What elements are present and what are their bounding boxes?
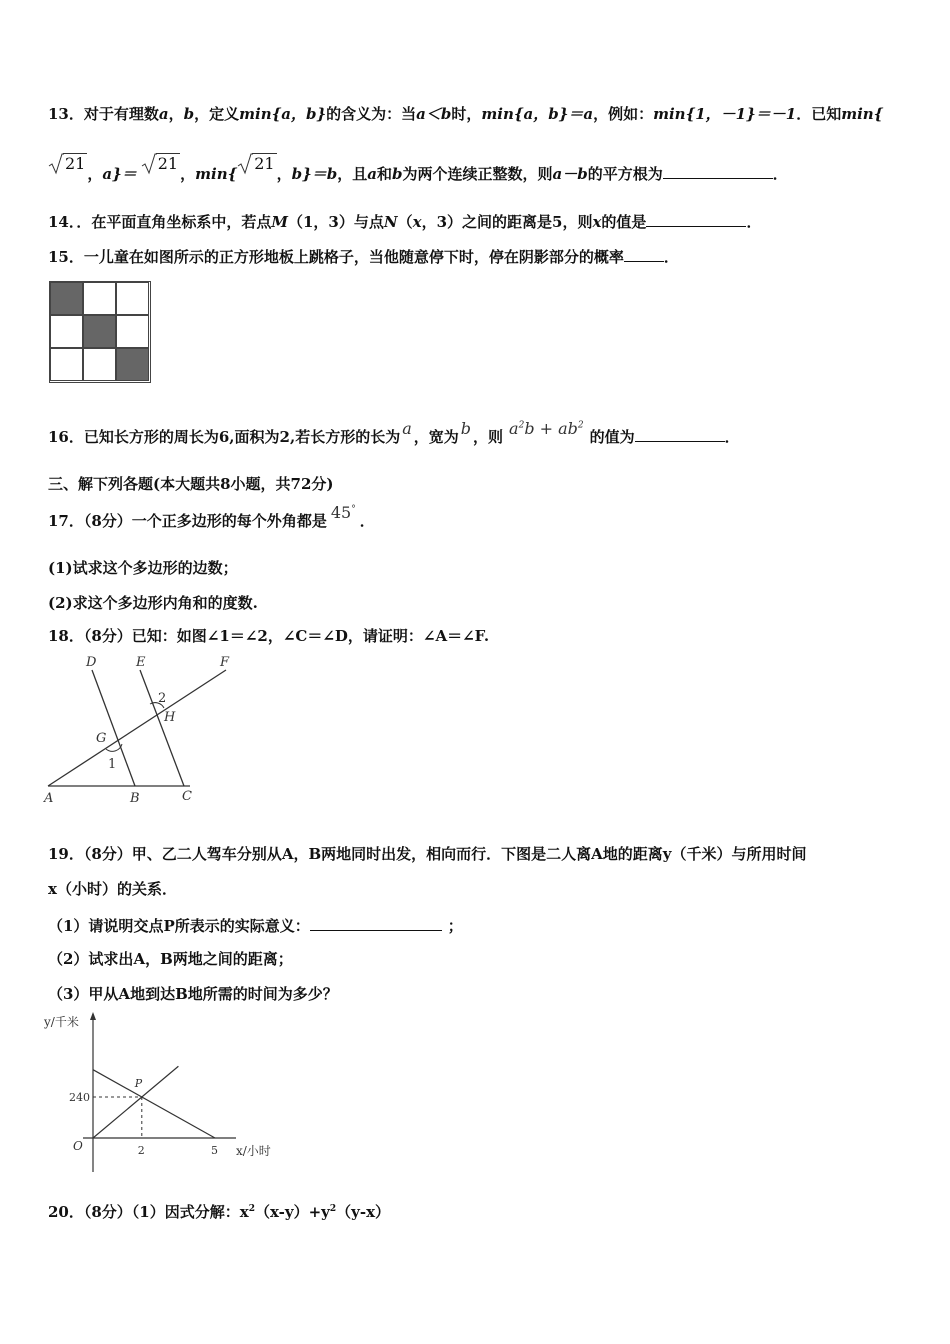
q17-text: 17．（8分）一个正多边形的每个外角都是	[48, 512, 327, 530]
q19-sub1	[48, 915, 463, 936]
q13-text: ，例如：	[593, 105, 654, 123]
q14-text: 5	[552, 213, 563, 231]
q13-line1	[48, 103, 883, 124]
grid-cell-shaded	[50, 282, 83, 315]
q13-text: 时，	[451, 105, 482, 123]
grid-cell	[83, 282, 116, 315]
q13-text: a}＝	[102, 165, 137, 183]
radicand: 21	[254, 154, 275, 173]
q13-text: min{	[195, 165, 238, 183]
label-D: D	[86, 655, 97, 670]
sqrt-21	[48, 154, 87, 173]
x-tick-label: 2	[137, 1144, 145, 1157]
answer-blank[interactable]	[635, 427, 725, 442]
q14-text: x	[592, 213, 602, 231]
q16-var-b: b	[460, 419, 472, 438]
label-H: H	[164, 710, 176, 725]
q13-min-expr2: min{a，b}＝a	[481, 105, 594, 123]
x-axis-label: x/小时	[236, 1144, 271, 1158]
grid-cell	[50, 348, 83, 381]
q16-expression	[509, 419, 584, 438]
q15-text: ．	[663, 248, 679, 266]
q13-min-open: min{	[841, 105, 884, 123]
degree-sign: °	[351, 504, 356, 515]
sqrt-21	[237, 154, 276, 173]
answer-blank[interactable]	[663, 164, 773, 179]
answer-blank[interactable]	[646, 212, 746, 227]
y-axis-arrow	[90, 1012, 96, 1020]
q19-sub3: （3）甲从A地到达B地所需的时间为多少？	[48, 985, 338, 1003]
q19-sub2: （2）试求出A，B两地之间的距离；	[48, 950, 293, 968]
q20	[48, 1201, 390, 1222]
grid-cell	[116, 282, 149, 315]
grid-cell	[83, 348, 116, 381]
q13-var-b: b	[183, 105, 195, 123]
line-EC	[140, 670, 184, 786]
q18: 18．（8分）已知：如图∠1＝∠2，∠C＝∠D，请证明：∠A＝∠F.	[48, 627, 490, 645]
grid-cell-shaded	[83, 315, 116, 348]
q16-text: ，则	[473, 428, 504, 446]
radicand: 21	[65, 154, 86, 173]
q15-text: 15．一儿童在如图所示的正方形地板上跳格子，当他随意停下时，停在阴影部分的概率	[48, 248, 624, 266]
q20-text: （x-y）+y	[254, 1203, 330, 1221]
q20-text: 20．（8分）（1）因式分解：x	[48, 1203, 249, 1221]
q17-sub1: (1)试求这个多边形的边数；	[48, 559, 238, 577]
q15	[48, 246, 679, 267]
origin-label: O	[73, 1139, 83, 1153]
q13-example: min{1，－1}＝－1	[653, 105, 797, 123]
label-E: E	[136, 655, 146, 670]
q14-text: 的值是	[601, 213, 647, 231]
q13-text: a	[367, 165, 377, 183]
distance-time-chart	[40, 1010, 290, 1175]
q19-sub1-end: ；	[447, 917, 463, 935]
q16-text: ．	[724, 428, 740, 446]
floor-grid-figure	[49, 281, 151, 383]
point-P-label: P	[134, 1077, 143, 1091]
section-3-heading: 三、解下列各题(本大题共8小题，共72分)	[48, 475, 334, 493]
q13-var-a: a	[158, 105, 169, 123]
x-tick-label: 5	[211, 1144, 218, 1157]
q14-text: ，3）之间的距离是	[421, 213, 553, 231]
series-line-2	[93, 1070, 215, 1138]
y-tick-label: 240	[69, 1091, 90, 1105]
label-2: 2	[158, 691, 167, 706]
q13-text: 的含义为：当	[326, 105, 417, 123]
q14-text: ．	[746, 213, 762, 231]
q17-angle	[331, 503, 356, 522]
label-1: 1	[108, 757, 117, 772]
expr-b: b + ab	[524, 419, 578, 438]
q20-text: （y-x）	[336, 1203, 391, 1221]
q13-text: ．	[772, 165, 788, 183]
q17	[48, 503, 375, 531]
q13-text: 和	[377, 165, 393, 183]
y-axis-label: y/千米	[44, 1015, 79, 1029]
q13-text: 13．对于有理数	[48, 105, 159, 123]
q13-text: ．已知	[796, 105, 842, 123]
q13-text: ，	[276, 165, 292, 183]
radicand: 21	[157, 154, 179, 173]
q19-line1: 19．（8分）甲、乙二人驾车分别从A，B两地同时出发，相向而行．下图是二人离A地的距离y（千米）与所用时间	[48, 845, 807, 863]
label-B: B	[130, 791, 140, 806]
q14-text: ，则	[562, 213, 593, 231]
grid-cell	[116, 315, 149, 348]
q17-text: ．	[359, 512, 375, 530]
q14-text: 14．．在平面直角坐标系中，若点	[48, 213, 272, 231]
q13-cond: a＜b	[416, 105, 452, 123]
label-C: C	[182, 789, 192, 804]
q13-line2	[48, 154, 788, 184]
label-G: G	[96, 731, 107, 746]
q13-text: a－b	[552, 165, 588, 183]
q13-text: 的平方根为	[587, 165, 663, 183]
grid-cell	[50, 315, 83, 348]
geometry-figure	[40, 652, 240, 808]
q16-text: 的值为	[589, 428, 635, 446]
q13-sep: ，	[168, 105, 184, 123]
q14-text: M	[271, 213, 288, 231]
expr-sup: 2	[518, 420, 525, 431]
q20-sup: 2	[248, 1204, 255, 1214]
expr-a: a	[509, 419, 519, 438]
angle-value: 45	[330, 503, 352, 522]
label-A: A	[44, 791, 54, 806]
q14-text: （	[397, 213, 413, 231]
q14-text: N	[383, 213, 398, 231]
q20-sup: 2	[329, 1204, 337, 1214]
answer-blank[interactable]	[624, 247, 664, 262]
sqrt-21	[141, 154, 180, 173]
q14-text: x	[412, 213, 422, 231]
expr-sup: 2	[577, 420, 584, 431]
q13-text: ，	[180, 165, 196, 183]
q14-text: （1，3）与点	[288, 213, 384, 231]
q16-text: 16．已知长方形的周长为6,面积为2,若长方形的长为	[48, 428, 401, 446]
answer-blank[interactable]	[310, 916, 442, 931]
q19-sub1-text: （1）请说明交点P所表示的实际意义：	[48, 917, 310, 935]
label-F: F	[220, 655, 230, 670]
q13-text: b}＝b	[291, 165, 338, 183]
q13-text: ，且	[337, 165, 368, 183]
q13-text: 为两个连续正整数，则	[402, 165, 553, 183]
line-AF	[48, 670, 226, 786]
q16-var-a: a	[402, 419, 412, 438]
q13-min-expr: min{a，b}	[239, 105, 327, 123]
q13-text: b	[392, 165, 403, 183]
q16-text: ，宽为	[413, 428, 459, 446]
q13-text: ，	[87, 165, 103, 183]
q19-line2: x（小时）的关系．	[48, 880, 177, 898]
q17-sub2: (2)求这个多边形内角和的度数.	[48, 594, 258, 612]
q16	[48, 419, 740, 447]
q14	[48, 211, 761, 232]
grid-cell-shaded	[116, 348, 149, 381]
q13-text: ，定义	[194, 105, 240, 123]
